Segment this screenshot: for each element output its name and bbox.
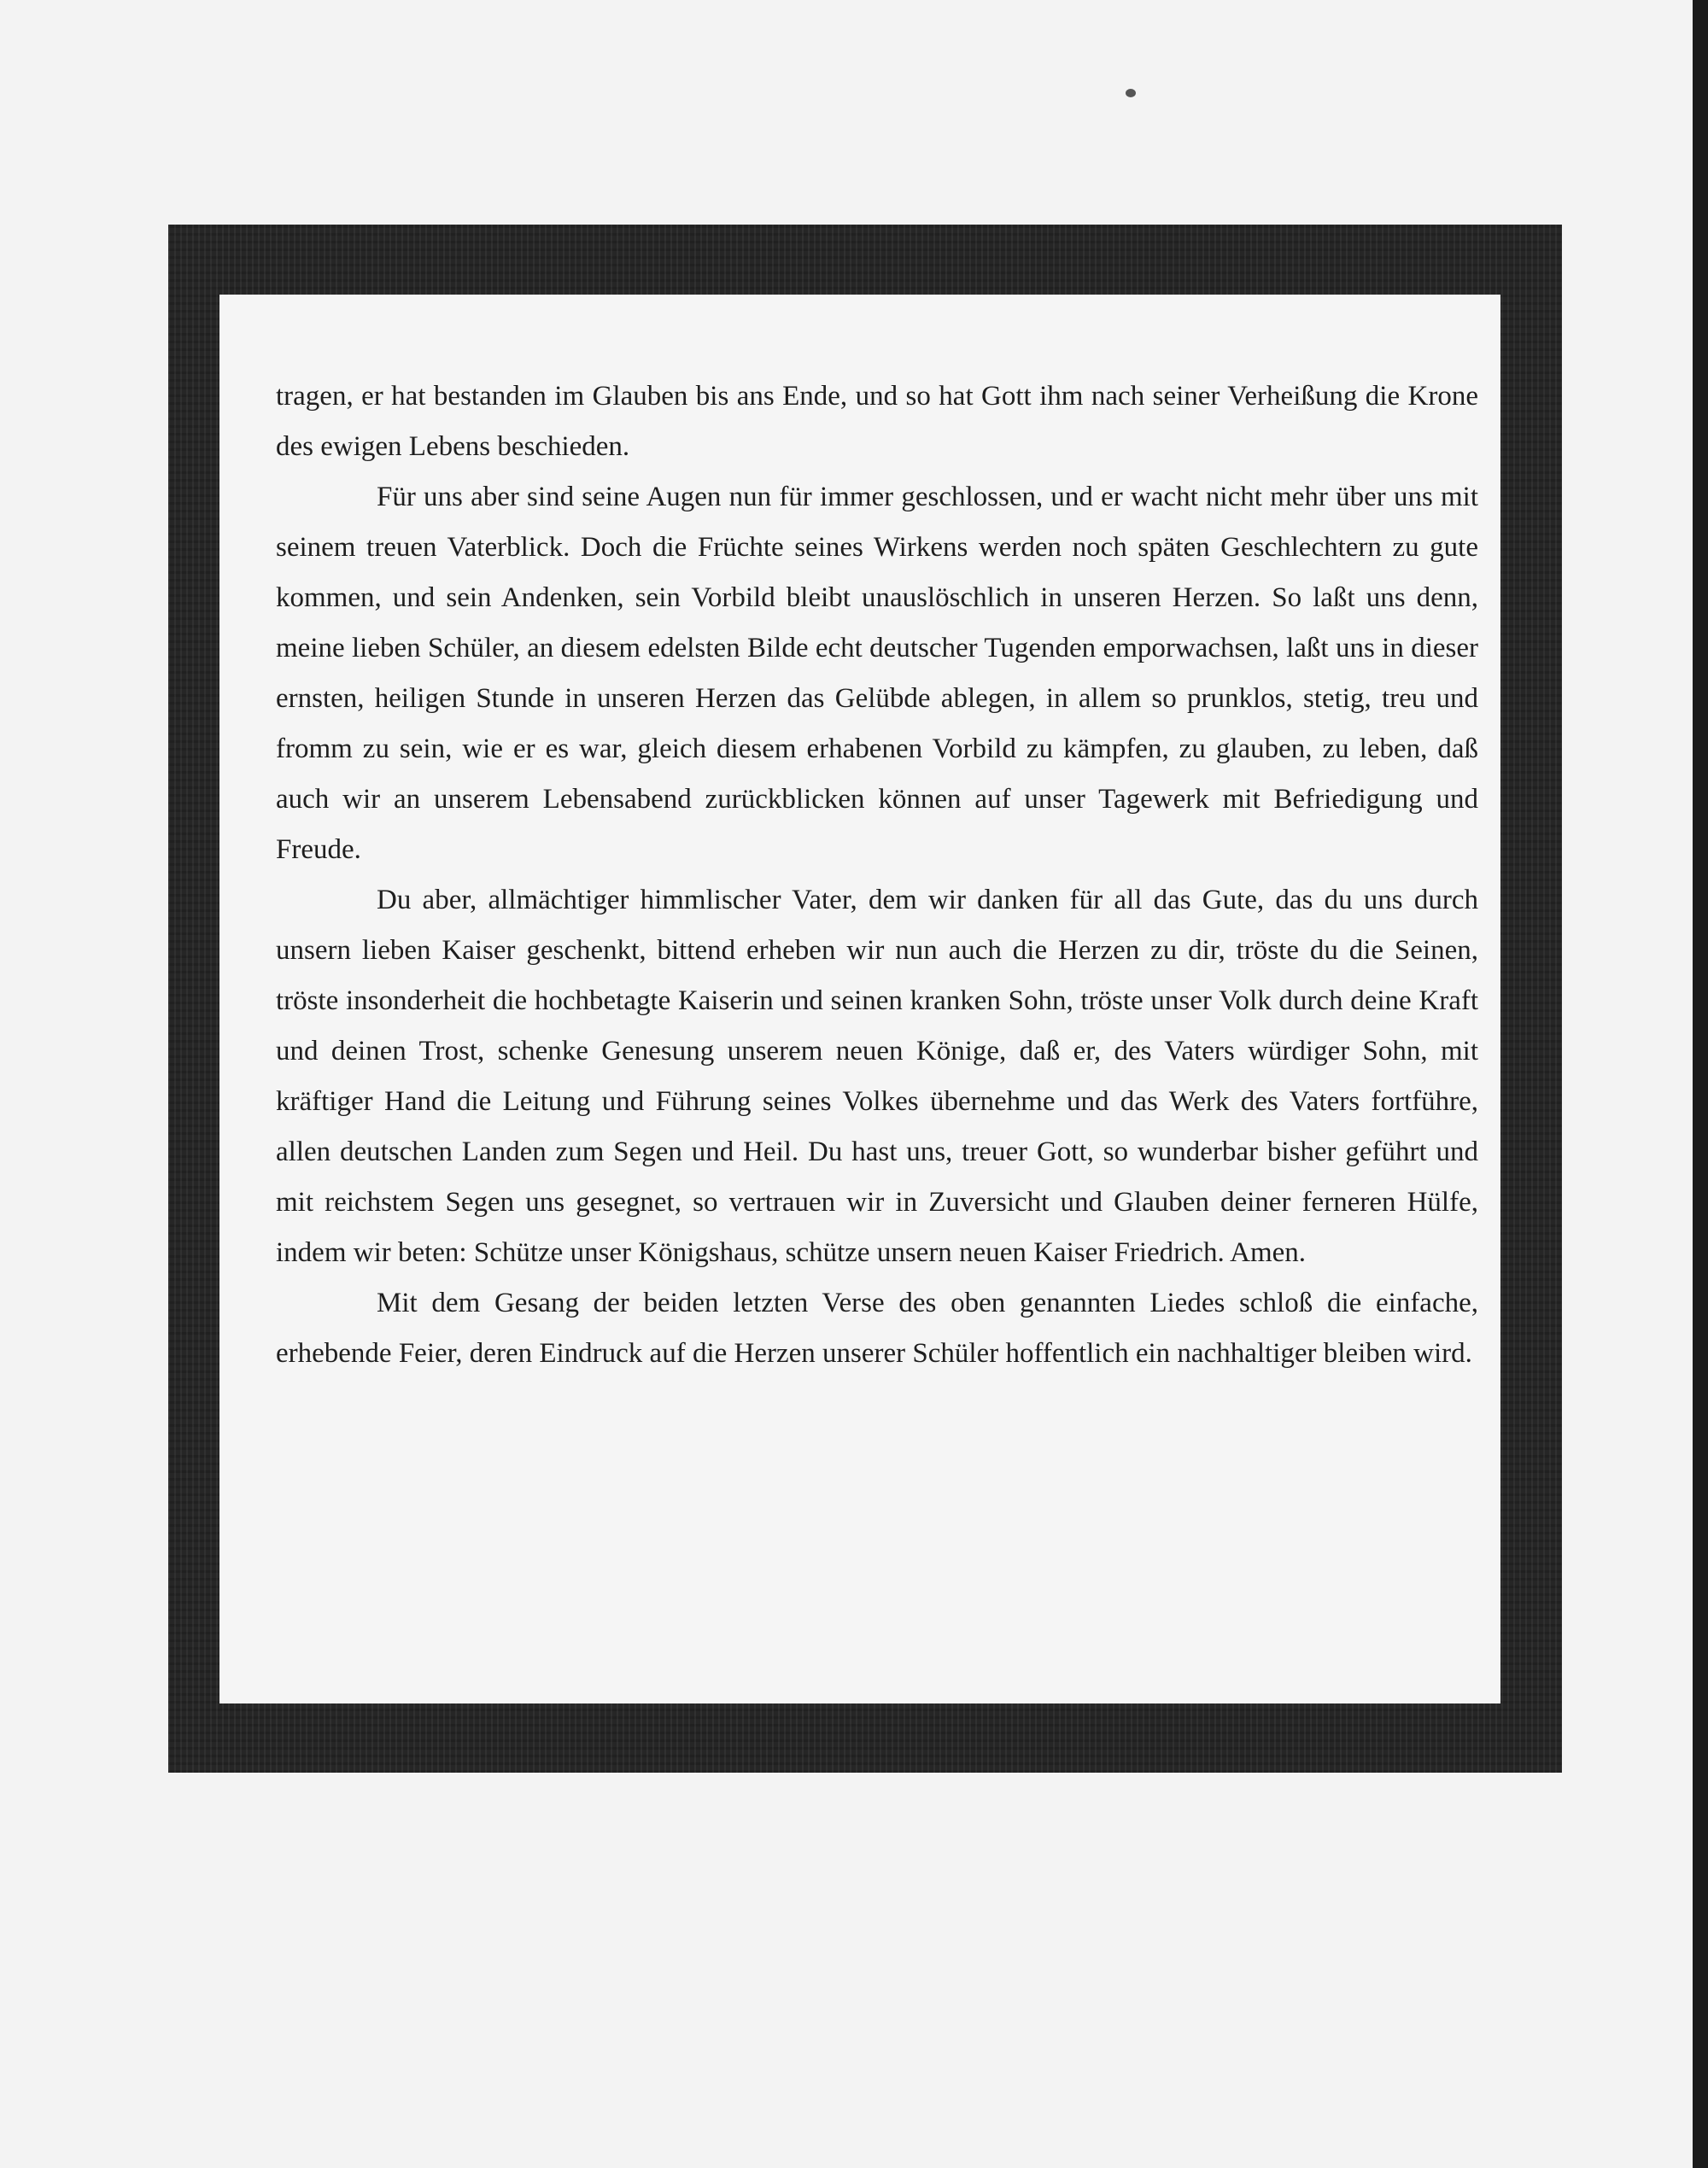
scan-edge xyxy=(1693,0,1708,2168)
paragraph-2: Für uns aber sind seine Augen nun für immer geschlossen, und er wacht nicht mehr über uns mit seinem treuen Vaterblick. Doch die Früchte seines Wirkens werden noch späten Geschlechtern zu gute kommen, und sein Andenken, sein Vorbild bleibt unauslöschlich in unseren Herzen. So laßt uns denn, meine lieben Schüler, an diesem edelsten Bilde echt deutscher Tugenden emporwachsen, laßt uns in dieser ernsten, heiligen Stunde in unseren Herzen das Gelübde ablegen, in allem so prunklos, stetig, treu und fromm zu sein, wie er es war, gleich diesem erhabenen Vorbild zu kämpfen, zu glauben, zu leben, daß auch wir an unserem Lebensabend zurückblicken können auf unser Tagewerk mit Befriedigung und Freude. xyxy=(276,482,1478,865)
mourning-border-frame xyxy=(168,225,1562,1773)
body-text xyxy=(276,371,1478,1379)
ink-speck xyxy=(1126,89,1136,97)
paragraph-3: Du aber, allmächtiger himmlischer Vater, dem wir danken für all das Gute, das du uns durch unsern lieben Kaiser geschenkt, bittend erheben wir nun auch die Herzen zu dir, tröste du die Seinen, tröste insonderheit die hochbetagte Kaiserin und seinen kranken Sohn, tröste unser Volk durch deine Kraft und deinen Trost, schenke Genesung unserem neuen Könige, daß er, des Vaters würdiger Sohn, mit kräftiger Hand die Leitung und Führung seines Volkes übernehme und das Werk des Vaters fortführe, allen deutschen Landen zum Segen und Heil. Du hast uns, treuer Gott, so wunderbar bisher geführt und mit reichstem Segen uns gesegnet, so vertrauen wir in Zuversicht und Glauben deiner ferneren Hülfe, indem wir beten: Schütze unser Königshaus, schütze unsern neuen Kaiser Friedrich. Amen. xyxy=(276,885,1478,1268)
text-panel xyxy=(219,295,1500,1703)
paragraph-4: Mit dem Gesang der beiden letzten Verse des oben genannten Liedes schloß die einfache, erhebende Feier, deren Eindruck auf die Herzen unserer Schüler hoffentlich ein nachhaltiger bleiben wird. xyxy=(276,1288,1478,1369)
paragraph-1: tragen, er hat bestanden im Glauben bis ans Ende, und so hat Gott ihm nach seiner Verheißung die Krone des ewigen Lebens beschieden. xyxy=(276,381,1478,462)
